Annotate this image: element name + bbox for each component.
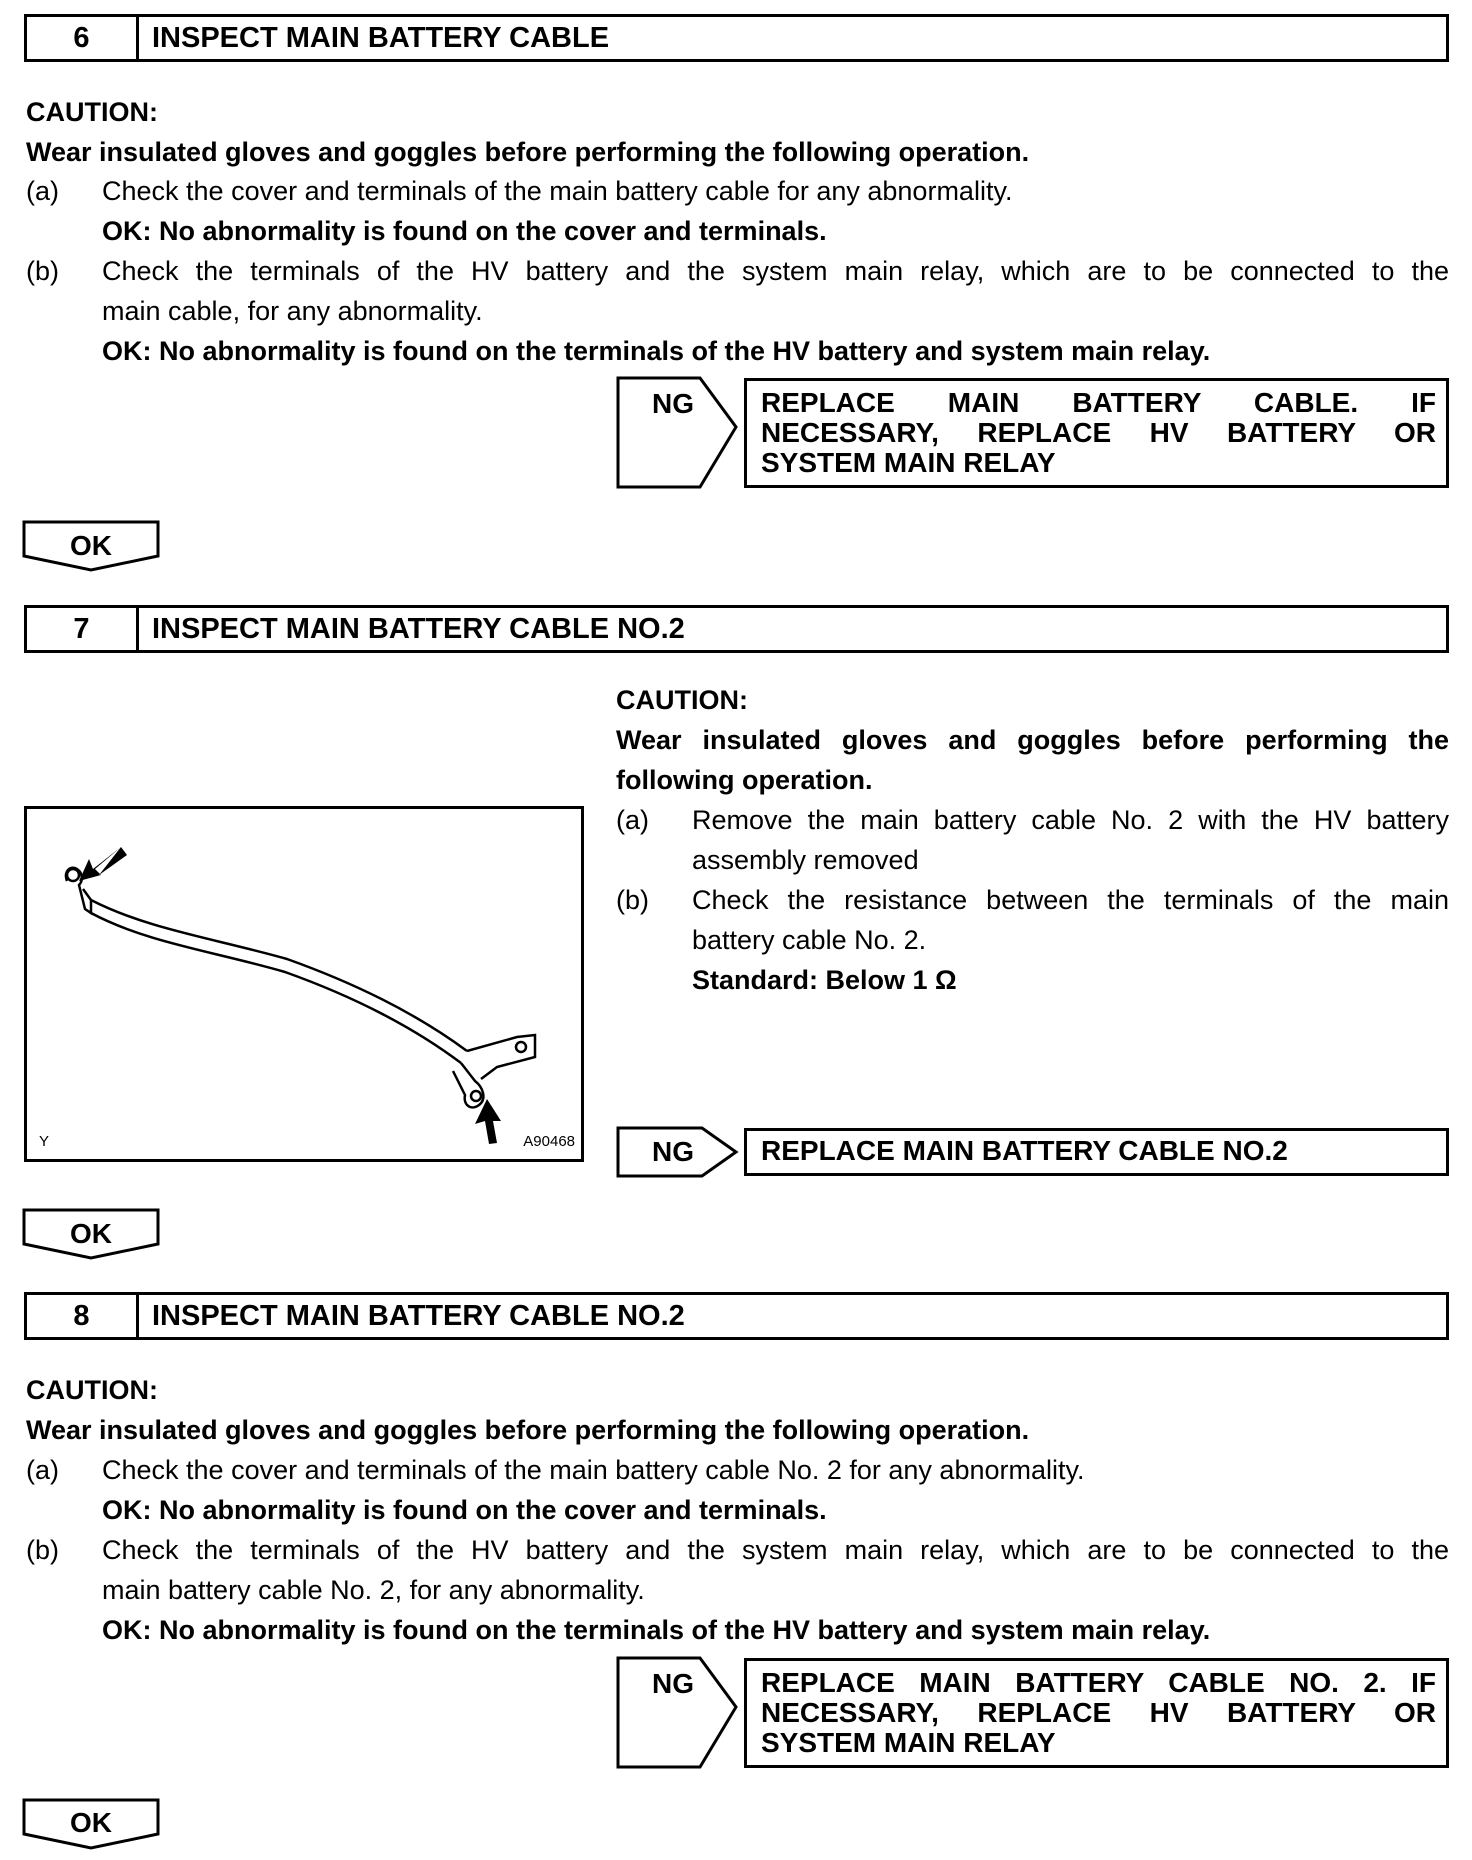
standard-value: Standard: Below 1 Ω <box>692 965 957 995</box>
caution-text: Wear insulated gloves and goggles before performing the <box>616 725 1449 755</box>
ng-action-box <box>744 378 1449 488</box>
cable-illustration <box>24 806 584 1162</box>
item-text: Check the cover and terminals of the main battery cable for any abnormality. <box>102 176 1013 206</box>
step-8-header <box>24 1292 1449 1340</box>
ok-criterion: OK: No abnormality is found on the cover and terminals. <box>102 1495 827 1525</box>
ng-label: NG <box>652 1136 694 1167</box>
step-number: 6 <box>27 17 139 59</box>
battery-cable-drawing <box>27 809 581 1159</box>
item-label: (b) <box>616 885 649 915</box>
ng-action-text: REPLACE MAIN BATTERY CABLE NO.2 <box>761 1135 1288 1166</box>
item-text: Check the resistance between the terminals of the main <box>692 885 1449 915</box>
item-text: Check the cover and terminals of the main battery cable No. 2 for any abnormality. <box>102 1455 1085 1485</box>
step-7-header <box>24 605 1449 653</box>
item-label: (b) <box>26 1535 59 1565</box>
step-number: 7 <box>27 608 139 650</box>
ok-criterion: OK: No abnormality is found on the terminals of the HV battery and system main relay. <box>102 336 1211 366</box>
caution-label: CAUTION: <box>26 1375 158 1405</box>
item-label: (a) <box>26 176 59 206</box>
figure-corner-mark: Y <box>39 1133 50 1150</box>
step-number: 8 <box>27 1295 139 1337</box>
step-title: INSPECT MAIN BATTERY CABLE NO.2 <box>152 1300 685 1332</box>
item-text: Check the terminals of the HV battery and the system main relay, which are to be connected to the <box>102 256 1449 286</box>
caution-text: following operation. <box>616 765 873 795</box>
ng-action-text: REPLACE MAIN BATTERY CABLE NO. 2. IF NECESSARY, REPLACE HV BATTERY OR SYSTEM MAIN RELAY <box>761 1667 1436 1758</box>
ng-action-text: REPLACE MAIN BATTERY CABLE. IF NECESSARY, REPLACE HV BATTERY OR SYSTEM MAIN RELAY <box>761 387 1436 478</box>
caution-label: CAUTION: <box>26 97 158 127</box>
ng-action-box <box>744 1128 1449 1176</box>
item-label: (a) <box>26 1455 59 1485</box>
item-text: Check the terminals of the HV battery and the system main relay, which are to be connected to the <box>102 1535 1449 1565</box>
item-text: assembly removed <box>692 845 919 875</box>
ok-label: OK <box>70 1218 112 1249</box>
caution-label: CAUTION: <box>616 685 748 715</box>
arrow-up-left-icon <box>79 847 127 881</box>
ng-label: NG <box>652 388 694 419</box>
item-text: main cable, for any abnormality. <box>102 296 483 326</box>
item-label: (a) <box>616 805 649 835</box>
item-label: (b) <box>26 256 59 286</box>
item-text: battery cable No. 2. <box>692 925 927 955</box>
item-text: main battery cable No. 2, for any abnormality. <box>102 1575 645 1605</box>
step-title: INSPECT MAIN BATTERY CABLE NO.2 <box>152 613 685 645</box>
step-title: INSPECT MAIN BATTERY CABLE <box>152 22 610 54</box>
caution-text: Wear insulated gloves and goggles before performing the following operation. <box>26 137 1030 167</box>
ok-criterion: OK: No abnormality is found on the cover and terminals. <box>102 216 827 246</box>
ng-action-box <box>744 1658 1449 1768</box>
ok-criterion: OK: No abnormality is found on the terminals of the HV battery and system main relay. <box>102 1615 1211 1645</box>
item-text: Remove the main battery cable No. 2 with the HV battery <box>692 805 1449 835</box>
ok-label: OK <box>70 530 112 561</box>
ok-label: OK <box>70 1807 112 1838</box>
figure-code: A90468 <box>523 1133 575 1150</box>
caution-text: Wear insulated gloves and goggles before performing the following operation. <box>26 1415 1030 1445</box>
ng-label: NG <box>652 1668 694 1699</box>
